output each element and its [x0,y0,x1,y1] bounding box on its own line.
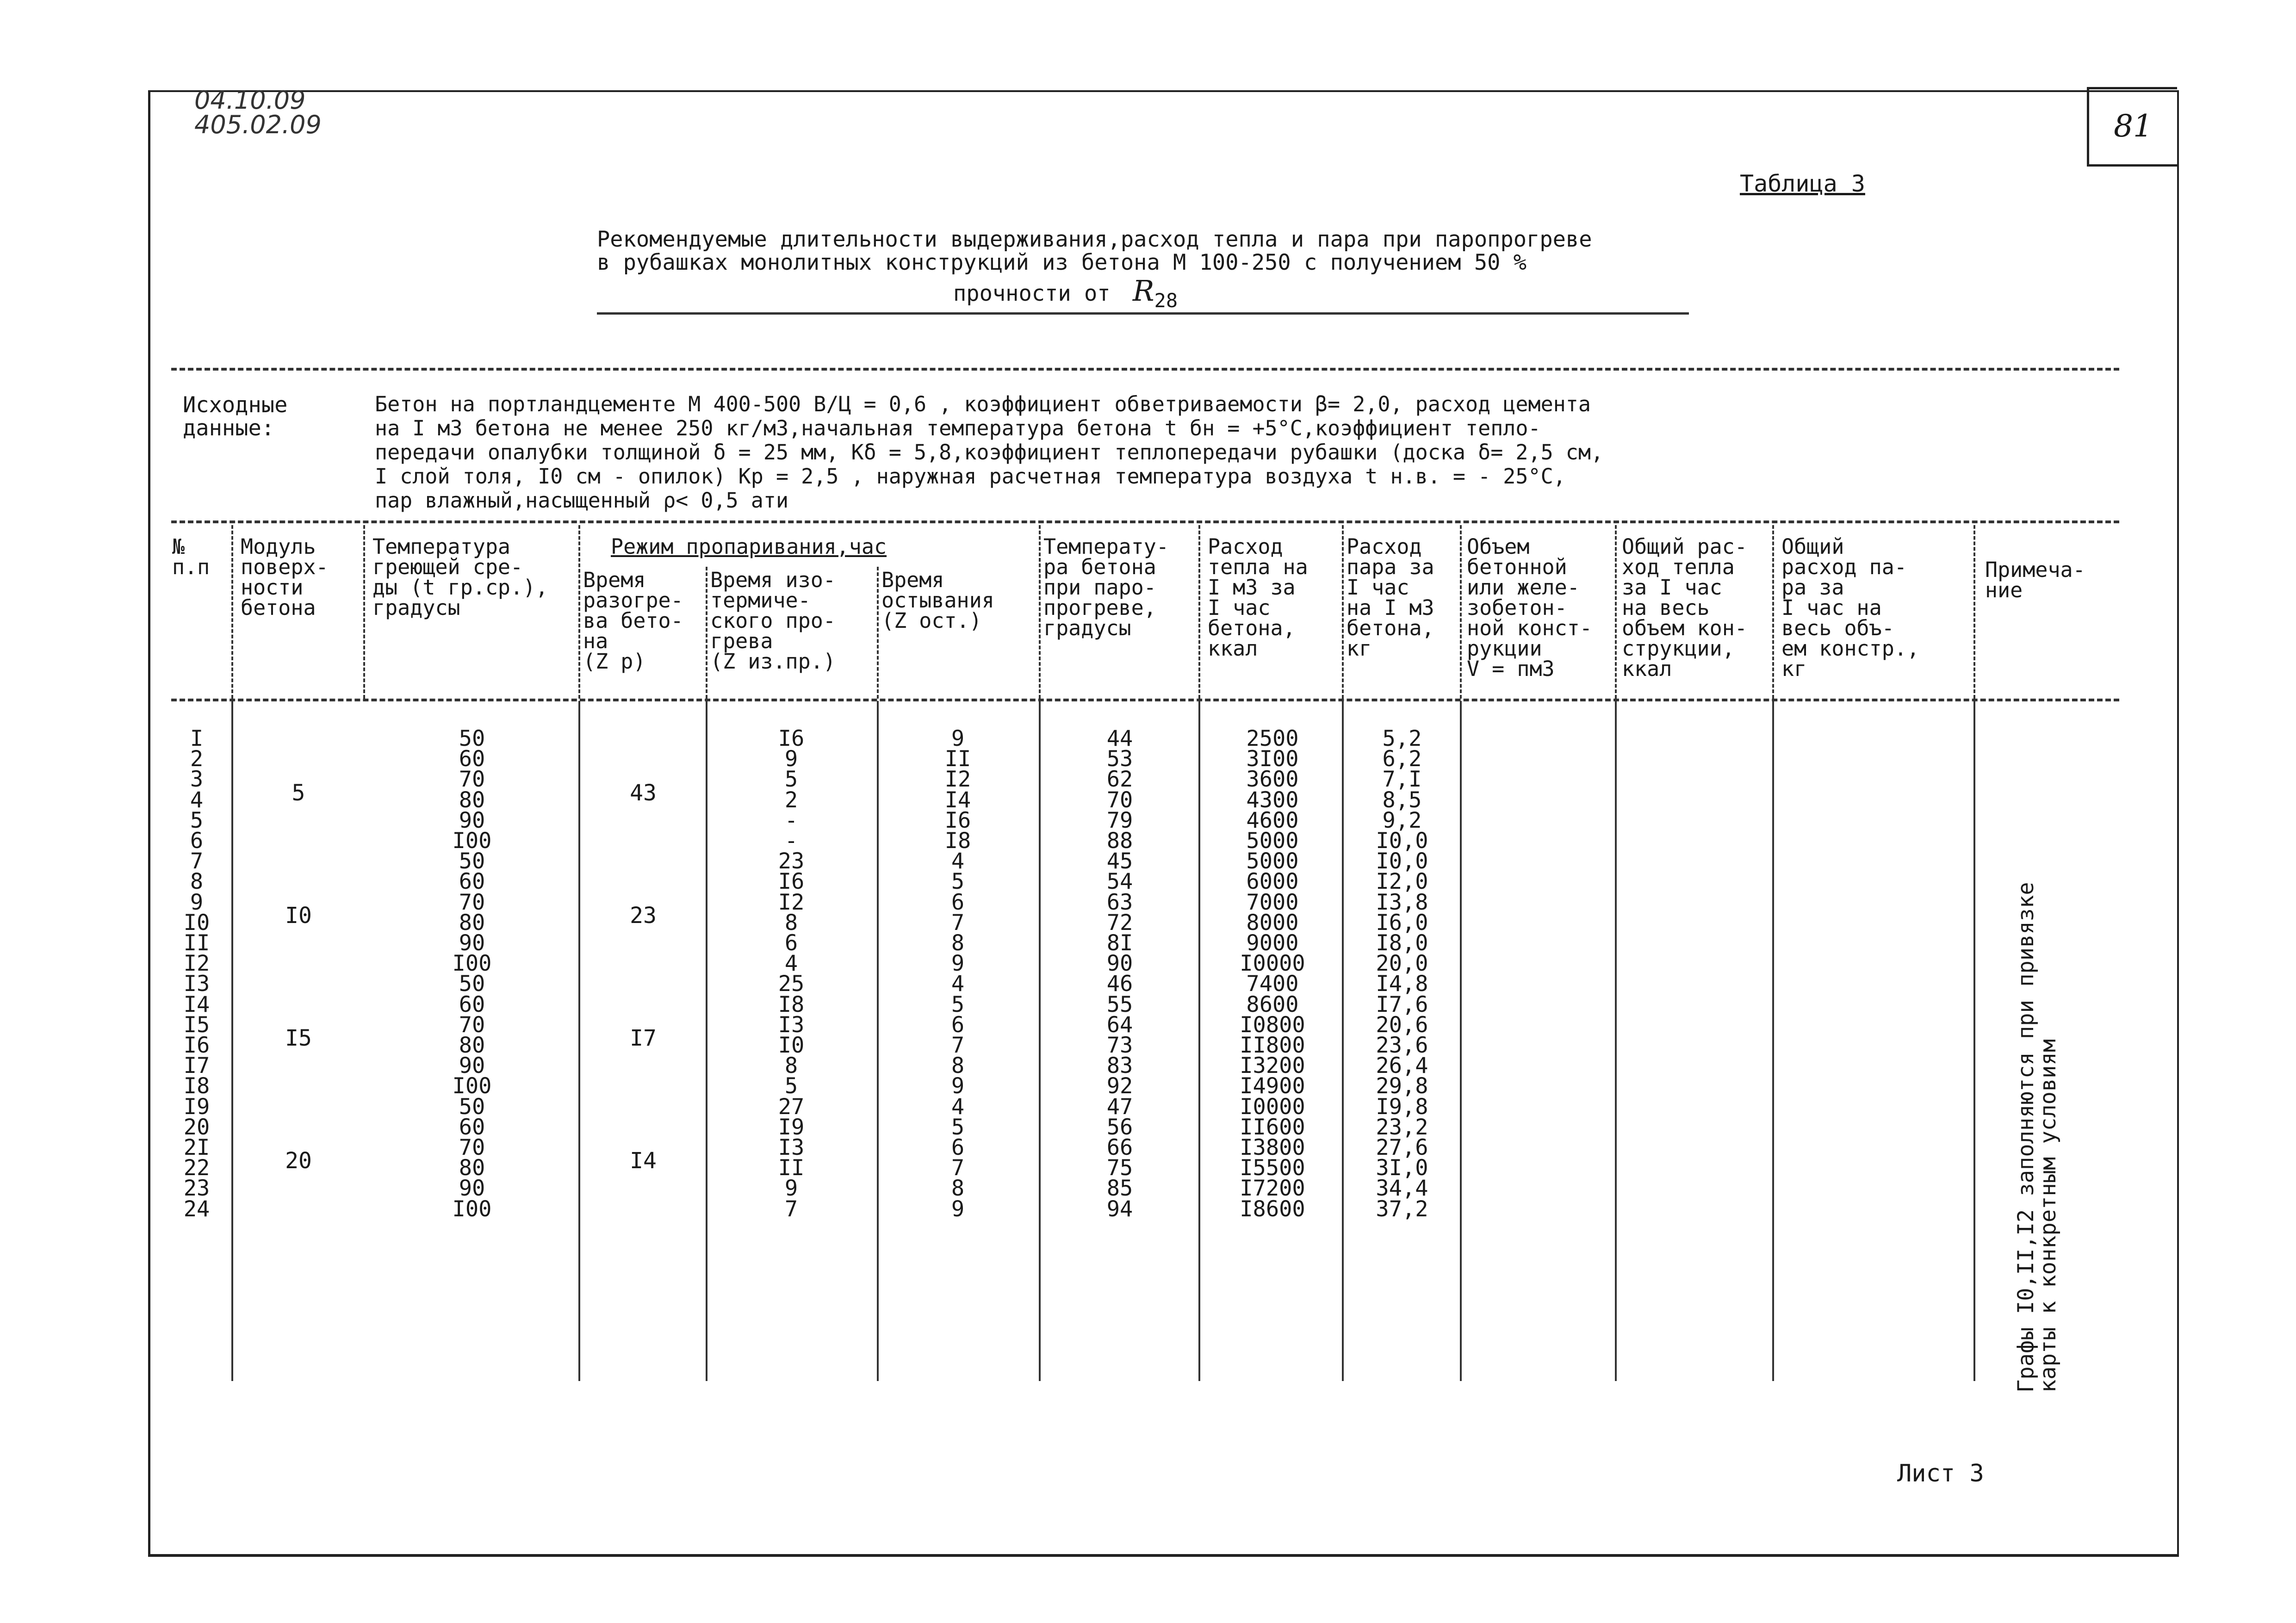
table-cell: I0 [778,1033,805,1059]
title-line-1: Рекомендуемые длительности выдерживания,расход тепла и пара при паропрогреве [597,227,1592,252]
table-cell: I8 [944,828,971,854]
table-cell: I3,8 [1376,889,1428,915]
table-cell: 70 [459,1012,485,1038]
header-temp-env: Температура греющей сре- ды (t гр.ср.), градусы [372,534,548,620]
table-cell: I8,0 [1376,930,1428,956]
group-value: I7 [630,1025,657,1051]
sep [1198,525,1200,699]
table-cell: 24 [183,1196,210,1222]
table-cell: 5 [951,869,965,895]
rule-top [171,368,2119,371]
table-cell: II [944,746,971,772]
table-cell: 7 [951,910,965,935]
table-cell: I4,8 [1376,971,1428,997]
table-cell: I5500 [1240,1155,1305,1181]
table-cell: 9 [951,1073,965,1099]
table-cell: 4 [784,951,798,977]
table-cell: I6 [778,869,805,895]
source-line: I слой толя, I0 см - опилок) Кр = 2,5 , наружная расчетная температура воздуха t н.в. = - 25°С, [375,464,1566,489]
sep [1460,701,1462,1381]
table-cell: 6 [951,889,965,915]
column-heat-use [1208,726,1337,1222]
table-cell: 80 [459,1033,485,1059]
header-heat-use: Расход тепла на I м3 за I час бетона, ккал [1208,534,1308,661]
sep [1772,701,1774,1381]
sep [706,567,707,699]
table-cell: 7,I [1382,767,1422,793]
table-cell: 64 [1106,1012,1133,1038]
table-cell: 8 [951,1176,965,1202]
table-cell: 8 [190,869,204,895]
sep [578,525,580,699]
table-cell: 9 [784,746,798,772]
table-cell: 5 [951,991,965,1017]
r-sub: 28 [1154,289,1178,312]
table-cell: - [784,828,798,854]
table-cell: 73 [1106,1033,1133,1059]
table-cell: 20 [183,1114,210,1140]
title-underline [597,312,1689,315]
table-cell: 70 [1106,787,1133,813]
table-cell: 27 [778,1094,805,1120]
table-cell: 50 [459,971,485,997]
source-text [375,392,1603,513]
table-cell: 70 [459,1135,485,1161]
sheet-label: Лист 3 [1897,1460,1984,1487]
table-cell: 9 [784,1176,798,1202]
sep [1039,525,1041,699]
table-cell: I4 [183,991,210,1017]
source-line: пар влажный,насыщенный ρ< 0,5 ати [375,488,789,513]
r-symbol: R [1132,274,1154,308]
table-cell: 80 [459,1155,485,1181]
table-cell: I2 [778,889,805,915]
table-cell: I6 [183,1033,210,1059]
table-cell: I4900 [1240,1073,1305,1099]
table-cell: 80 [459,787,485,813]
table-cell: 9 [190,889,204,915]
table-cell: I [190,726,204,751]
sep [1039,701,1041,1381]
table-label: Таблица 3 [1740,170,1865,197]
table-cell: 70 [459,767,485,793]
note-text [2015,882,2060,1393]
sep [1615,525,1617,699]
table-cell: 2500 [1246,726,1299,751]
table-cell: 50 [459,726,485,751]
table-cell: 70 [459,889,485,915]
table-cell: 90 [459,807,485,833]
table-cell: 7400 [1246,971,1299,997]
group-value: 43 [630,780,657,806]
table-cell: 72 [1106,910,1133,935]
table-cell: 3I00 [1246,746,1299,772]
table-cell: I0800 [1240,1012,1305,1038]
sep [1772,525,1774,699]
table-cell: 46 [1106,971,1133,997]
sep [877,567,879,699]
table-cell: I9 [778,1114,805,1140]
table-cell: 75 [1106,1155,1133,1181]
table-cell: 22 [183,1155,210,1181]
table-cell: I3 [778,1135,805,1161]
table-cell: 5 [784,1073,798,1099]
table-cell: 45 [1106,849,1133,874]
table-cell: I5 [183,1012,210,1038]
table-cell: 29,8 [1376,1073,1428,1099]
table-cell: 56 [1106,1114,1133,1140]
table-cell: 66 [1106,1135,1133,1161]
source-line: передачи опалубки толщиной δ = 25 мм, Kδ = 5,8,коэффициент теплопередачи рубашки (доска δ= 2,5 см, [375,440,1604,465]
table-cell: I0,0 [1376,828,1428,854]
table-cell: 4 [951,971,965,997]
sep [1198,701,1200,1381]
group-value: I4 [630,1148,657,1174]
sep [231,525,233,699]
sep [1342,525,1344,699]
header-regime: Режим пропаривания,час [611,534,887,559]
table-cell: 9 [951,726,965,751]
table-cell: I4 [944,787,971,813]
table-cell: 23,6 [1376,1033,1428,1059]
title-line-3 [953,274,1178,312]
column-cooling [893,726,1023,1222]
header-total-heat: Общий рас- ход тепла за I час на весь объем кон- струкции, ккал [1622,534,1747,681]
table-cell: 53 [1106,746,1133,772]
table-cell: 55 [1106,991,1133,1017]
table-cell: I7200 [1240,1176,1305,1202]
table-cell: 85 [1106,1176,1133,1202]
table-cell: I0,0 [1376,849,1428,874]
sep [578,701,580,1381]
column-temp-concrete [1050,726,1189,1222]
table-cell: 6 [784,930,798,956]
table-cell: I00 [452,828,492,854]
table-cell: I8600 [1240,1196,1305,1222]
table-cell: 79 [1106,807,1133,833]
title-line-2: в рубашках монолитных конструкций из бетона М 100-250 с получением 50 % [597,250,1527,275]
table-cell: 9 [951,951,965,977]
table-cell: I0 [183,910,210,935]
sep [877,701,879,1381]
table-cell: 2 [784,787,798,813]
table-cell: I0000 [1240,951,1305,977]
table-cell: I00 [452,951,492,977]
table-cell: 90 [1106,951,1133,977]
table-cell: 60 [459,991,485,1017]
sep [1615,701,1617,1381]
table-cell: 6 [190,828,204,854]
header-temp-concrete: Температу- ра бетона при паро- прогреве, градусы [1043,534,1169,640]
table-cell: I8 [183,1073,210,1099]
table-cell: 8000 [1246,910,1299,935]
source-label-1: Исходные [183,392,288,418]
table-cell: 4 [951,1094,965,1120]
table-cell: 83 [1106,1053,1133,1079]
group-value: 23 [630,902,657,929]
header-num: № п.п [172,534,210,579]
table-cell: 6,2 [1382,746,1422,772]
table-cell: 50 [459,1094,485,1120]
table-cell: I7,6 [1376,991,1428,1017]
table-cell: 3600 [1246,767,1299,793]
table-cell: 27,6 [1376,1135,1428,1161]
rule-header-top [171,520,2119,523]
table-cell: I6 [778,726,805,751]
header-steam-use: Расход пара за I час на I м3 бетона, кг [1347,534,1434,661]
table-cell: I2,0 [1376,869,1428,895]
source-label-2: данные: [183,415,275,441]
table-cell: II [183,930,210,956]
table-cell: 23 [778,849,805,874]
table-cell: 50 [459,849,485,874]
table-cell: I3800 [1240,1135,1305,1161]
table-cell: 60 [459,1114,485,1140]
table-cell: II [778,1155,805,1181]
header-isothermal: Время изо- термиче- ского про- грева (Z из.пр.) [710,568,836,674]
table-cell: 7 [951,1033,965,1059]
table-cell: 54 [1106,869,1133,895]
table-cell: 60 [459,869,485,895]
table-cell: 23,2 [1376,1114,1428,1140]
table-cell: 90 [459,930,485,956]
table-cell: 25 [778,971,805,997]
table-cell: 3 [190,767,204,793]
column-temp-env [370,726,574,1222]
table-cell: 92 [1106,1073,1133,1099]
sep [706,701,707,1381]
table-cell: 8 [951,1053,965,1079]
sep [1973,525,1975,699]
title-line-3-text: прочности от [953,281,1111,306]
table-cell: I9,8 [1376,1094,1428,1120]
table-cell: 9 [951,1196,965,1222]
sep [1342,701,1344,1381]
table-cell: 7 [190,849,204,874]
group-value: 5 [292,780,305,806]
table-cell: I3200 [1240,1053,1305,1079]
table-cell: I3 [778,1012,805,1038]
table-cell: I2 [944,767,971,793]
doc-code-date: 04.10.09 [194,86,306,115]
table-cell: 34,4 [1376,1176,1428,1202]
group-value: I5 [285,1025,312,1051]
page-number: 81 [2087,87,2177,167]
table-cell: 5 [784,767,798,793]
table-cell: 8 [951,930,965,956]
table-cell: 94 [1106,1196,1133,1222]
source-line: Бетон на портландцементе М 400-500 В/Ц = 0,6 , коэффициент обветриваемости β= 2,0, расход цемента [375,392,1591,416]
table-cell: I2 [183,951,210,977]
table-cell: 7 [951,1155,965,1181]
table-cell: 8 [784,910,798,935]
table-cell: 90 [459,1176,485,1202]
table-cell: 37,2 [1376,1196,1428,1222]
source-line: на I м3 бетона не менее 250 кг/м3,начальная температура бетона t бн = +5°С,коэффициент тепло- [375,416,1541,440]
table-cell: 26,4 [1376,1053,1428,1079]
header-volume: Объем бетонной или желе- зобетон- ной конст- рукции V = пм3 [1467,534,1592,681]
table-cell: 7000 [1246,889,1299,915]
sep [1460,525,1462,699]
table-cell: I3 [183,971,210,997]
table-cell: 4 [190,787,204,813]
table-cell: 9,2 [1382,807,1422,833]
table-cell: 9000 [1246,930,1299,956]
table-cell: II600 [1240,1114,1305,1140]
table-cell: I00 [452,1196,492,1222]
header-cooling: Время остывания (Z ост.) [881,568,994,633]
table-cell: - [784,807,798,833]
table-cell: 47 [1106,1094,1133,1120]
table-cell: 6000 [1246,869,1299,895]
sep [1973,701,1975,1381]
table-cell: 5 [190,807,204,833]
group-value: 20 [285,1148,312,1174]
table-cell: 23 [183,1176,210,1202]
table-cell: 6 [951,1012,965,1038]
table-cell: 63 [1106,889,1133,915]
table-cell: 20,0 [1376,951,1428,977]
table-cell: 5,2 [1382,726,1422,751]
table-cell: 5000 [1246,828,1299,854]
note-line-2: карты к конкретным условиям [2035,1039,2061,1393]
table-cell: 8600 [1246,991,1299,1017]
sep [363,525,365,699]
table-cell: I00 [452,1073,492,1099]
header-total-steam: Общий расход па- ра за I час на весь объ- ем констр., кг [1781,534,1920,681]
header-heating: Время разогре- ва бето- на (Z р) [583,568,683,674]
table-cell: 4300 [1246,787,1299,813]
rule-header-bottom [171,699,2119,701]
column-isothermal [722,726,861,1222]
table-cell: 5 [951,1114,965,1140]
table-cell: I6,0 [1376,910,1428,935]
column-num [167,726,227,1222]
table-cell: 88 [1106,828,1133,854]
header-note: Примеча- ние [1985,558,2085,602]
table-cell: 60 [459,746,485,772]
table-cell: I0000 [1240,1094,1305,1120]
table-cell: 2I [183,1135,210,1161]
table-cell: I7 [183,1053,210,1079]
table-cell: 4600 [1246,807,1299,833]
table-cell: 80 [459,910,485,935]
table-cell: 8,5 [1382,787,1422,813]
table-cell: 4 [951,849,965,874]
table-cell: 62 [1106,767,1133,793]
table-cell: 7 [784,1196,798,1222]
table-cell: I9 [183,1094,210,1120]
table-cell: 8I [1106,930,1133,956]
table-cell: 5000 [1246,849,1299,874]
column-steam-use [1351,726,1453,1222]
table-cell: 8 [784,1053,798,1079]
table-cell: II800 [1240,1033,1305,1059]
table-cell: I8 [778,991,805,1017]
table-cell: 6 [951,1135,965,1161]
table-cell: 2 [190,746,204,772]
sep [231,701,233,1381]
table-cell: 44 [1106,726,1133,751]
table-cell: 20,6 [1376,1012,1428,1038]
table-cell: 3I,0 [1376,1155,1428,1181]
doc-code: 405.02.09 [194,110,322,139]
header-module: Модуль поверх- ности бетона [241,534,329,620]
table-cell: I6 [944,807,971,833]
table-cell: 90 [459,1053,485,1079]
note-line-1: Графы I0,II,I2 заполняются при привязке [2013,882,2039,1393]
group-value: I0 [285,902,312,929]
